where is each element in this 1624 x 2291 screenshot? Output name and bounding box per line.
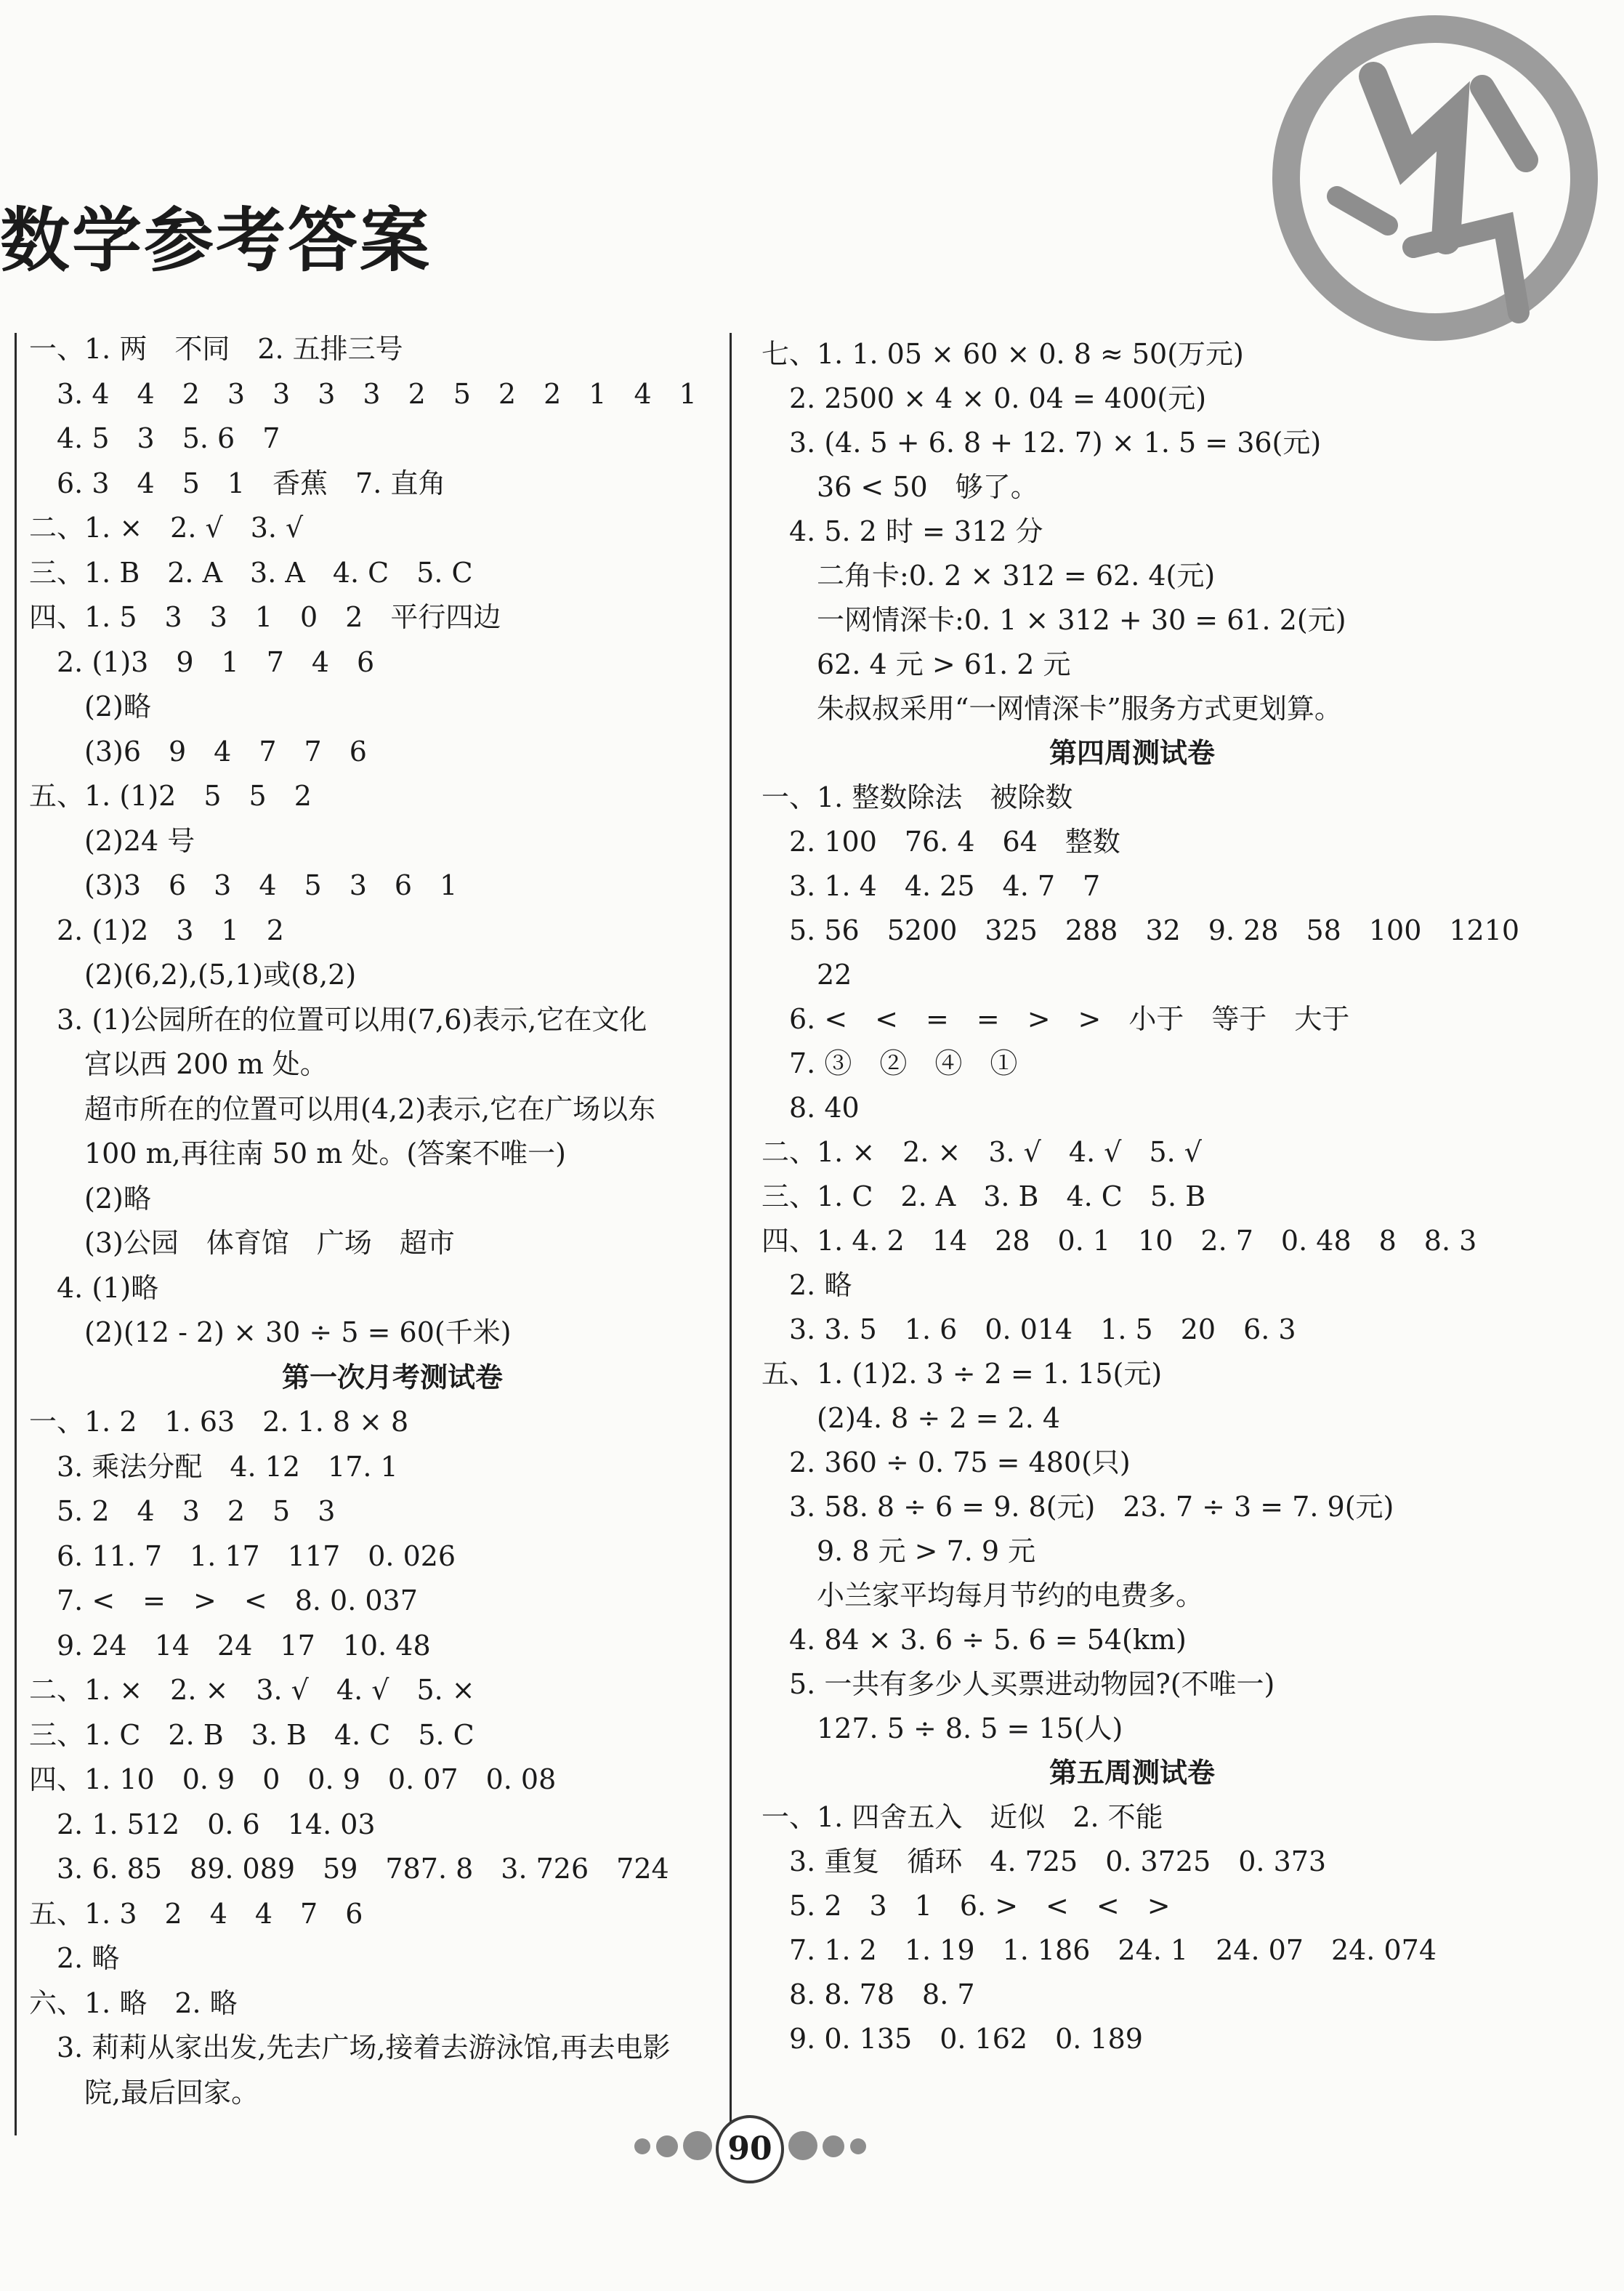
answer-line: (2)4. 8 ÷ 2 = 2. 4 [761, 1402, 1061, 1434]
answer-line: 4. 5. 2 时 = 312 分 [761, 515, 1043, 547]
answer-line: 2. (1)2 3 1 2 [29, 914, 284, 946]
answer-line: 一网情深卡:0. 1 × 312 + 30 = 61. 2(元) [761, 604, 1346, 636]
answer-line: 二、1. × 2. × 3. √ 4. √ 5. × [29, 1674, 475, 1706]
answer-line: 3. 重复 循环 4. 725 0. 3725 0. 373 [761, 1845, 1327, 1877]
answer-line: 一、1. 两 不同 2. 五排三号 [29, 333, 403, 365]
answer-line: (2)略 [29, 690, 151, 722]
answer-line: 8. 40 [761, 1092, 860, 1124]
answer-line: 三、1. C 2. A 3. B 4. C 5. B [761, 1180, 1206, 1212]
answer-line: 5. 2 4 3 2 5 3 [29, 1495, 336, 1527]
answer-line: 100 m,再往南 50 m 处。(答案不唯一) [29, 1138, 566, 1169]
answer-line: 2. 100 76. 4 64 整数 [761, 826, 1120, 858]
answer-line: 四、1. 5 3 3 1 0 2 平行四边 [29, 601, 501, 633]
answer-line: 2. 1. 512 0. 6 14. 03 [29, 1808, 376, 1840]
answer-line: (2)(12 - 2) × 30 ÷ 5 = 60(千米) [29, 1316, 512, 1348]
answer-line: (2)略 [29, 1182, 151, 1215]
answer-line: 二角卡:0. 2 × 312 = 62. 4(元) [761, 560, 1216, 592]
footer-dot [850, 2138, 866, 2154]
answer-line: 4. 5 3 5. 6 7 [29, 422, 280, 454]
answer-line: 3. 6. 85 89. 089 59 787. 8 3. 726 724 [29, 1853, 669, 1885]
answer-line: 宫以西 200 m 处。 [29, 1048, 328, 1080]
answer-line: 三、1. C 2. B 3. B 4. C 5. C [29, 1718, 474, 1751]
answer-line: 5. 2 3 1 6. > < < > [761, 1890, 1171, 1922]
answer-line: 2. (1)3 9 1 7 4 6 [29, 645, 375, 678]
answer-line: 五、1. 3 2 4 4 7 6 [29, 1897, 363, 1930]
answer-line: 6. 3 4 5 1 香蕉 7. 直角 [29, 467, 446, 499]
answer-line: (2)(6,2),(5,1)或(8,2) [29, 959, 357, 991]
answer-line: 22 [761, 959, 852, 991]
answer-line: 5. 一共有多少人买票进动物园?(不唯一) [761, 1668, 1275, 1700]
answer-line: 62. 4 元 > 61. 2 元 [761, 648, 1071, 680]
right-answer-column [761, 336, 1619, 2138]
answer-line: 3. 乘法分配 4. 12 17. 1 [29, 1450, 398, 1483]
section-heading: 第一次月考测试卷 [281, 1361, 504, 1393]
page-footer [0, 2108, 1624, 2188]
seal-stamp-graphic [1264, 7, 1606, 349]
answer-line: 8. 8. 78 8. 7 [761, 1978, 975, 2010]
answer-line: 4. (1)略 [29, 1271, 159, 1304]
answer-line: 3. 58. 8 ÷ 6 = 9. 8(元) 23. 7 ÷ 3 = 7. 9(元) [761, 1491, 1394, 1523]
answer-line: 三、1. B 2. A 3. A 4. C 5. C [29, 556, 473, 589]
answer-line: 五、1. (1)2. 3 ÷ 2 = 1. 15(元) [761, 1358, 1163, 1390]
answer-line: 7. < = > < 8. 0. 037 [29, 1585, 418, 1616]
page-title: 数学参考答案 [0, 200, 432, 281]
section-heading: 第五周测试卷 [1049, 1757, 1216, 1789]
answer-line: 超市所在的位置可以用(4,2)表示,它在广场以东 [29, 1092, 656, 1125]
answer-line: 3. 1. 4 4. 25 4. 7 7 [761, 870, 1101, 902]
answer-line: 9. 0. 135 0. 162 0. 189 [761, 2023, 1143, 2055]
answer-line: 院,最后回家。 [29, 2076, 259, 2109]
answer-line: 6. < < = = > > 小于 等于 大于 [761, 1003, 1350, 1035]
answer-line: 2. 360 ÷ 0. 75 = 480(只) [761, 1446, 1131, 1478]
answer-line: 3. 3. 5 1. 6 0. 014 1. 5 20 6. 3 [761, 1313, 1296, 1345]
answer-line: 36 < 50 够了。 [761, 471, 1038, 503]
answer-line: 3. (4. 5 + 6. 8 + 12. 7) × 1. 5 = 36(元) [761, 427, 1322, 459]
answer-line: (3)公园 体育馆 广场 超市 [29, 1227, 455, 1259]
answer-line: 7. 1. 2 1. 19 1. 186 24. 1 24. 07 24. 074 [761, 1934, 1437, 1966]
answer-line: 2. 2500 × 4 × 0. 04 = 400(元) [761, 382, 1207, 414]
answer-line: 2. 略 [761, 1269, 852, 1301]
answer-line: 5. 56 5200 325 288 32 9. 28 58 100 1210 [761, 914, 1520, 946]
answer-line: (3)6 9 4 7 7 6 [29, 735, 367, 768]
answer-line: 七、1. 1. 05 × 60 × 0. 8 ≈ 50(万元) [761, 338, 1244, 370]
answer-line: 小兰家平均每月节约的电费多。 [761, 1579, 1204, 1611]
answer-line: 6. 11. 7 1. 17 117 0. 026 [29, 1539, 456, 1572]
answer-line: 9. 8 元 > 7. 9 元 [761, 1535, 1036, 1567]
left-answer-column [29, 331, 727, 2133]
answer-line: (3)3 6 3 4 5 3 6 1 [29, 869, 458, 901]
footer-dot [823, 2135, 844, 2157]
answer-line: 朱叔叔采用“一网情深卡”服务方式更划算。 [761, 693, 1342, 725]
section-heading: 第四周测试卷 [1049, 737, 1216, 769]
center-column-rule [730, 333, 732, 2135]
answer-line: 一、1. 2 1. 63 2. 1. 8 × 8 [29, 1406, 409, 1438]
answer-line: 二、1. × 2. × 3. √ 4. √ 5. √ [761, 1136, 1202, 1168]
answer-line: 四、1. 10 0. 9 0 0. 9 0. 07 0. 08 [29, 1763, 557, 1795]
answer-line: 9. 24 14 24 17 10. 48 [29, 1629, 431, 1662]
answer-line: 五、1. (1)2 5 5 2 [29, 780, 312, 812]
answer-line: 3. 莉莉从家出发,先去广场,接着去游泳馆,再去电影 [29, 2032, 671, 2063]
answer-line: 2. 略 [29, 1942, 120, 1974]
footer-dot [683, 2131, 712, 2160]
answer-line: 二、1. × 2. √ 3. √ [29, 512, 304, 544]
footer-dot [656, 2135, 678, 2157]
answer-line: 一、1. 四舍五入 近似 2. 不能 [761, 1801, 1163, 1833]
answer-line: 7. ③ ② ④ ① [761, 1047, 1018, 1079]
answer-line: 一、1. 整数除法 被除数 [761, 781, 1073, 813]
footer-dot [634, 2138, 650, 2154]
left-column-rule [15, 333, 17, 2135]
answer-line: 3. 4 4 2 3 3 3 3 2 5 2 2 1 4 1 [29, 377, 697, 410]
answer-line: 3. (1)公园所在的位置可以用(7,6)表示,它在文化 [29, 1003, 647, 1036]
answer-line: 4. 84 × 3. 6 ÷ 5. 6 = 54(km) [761, 1624, 1187, 1656]
answer-line: (2)24 号 [29, 824, 195, 857]
page-number: 90 [716, 2115, 784, 2183]
footer-dot [788, 2131, 817, 2160]
answer-line: 六、1. 略 2. 略 [29, 1986, 238, 2019]
answer-line: 四、1. 4. 2 14 28 0. 1 10 2. 7 0. 48 8 8. 3 [761, 1225, 1477, 1257]
answer-line: 127. 5 ÷ 8. 5 = 15(人) [761, 1712, 1123, 1744]
